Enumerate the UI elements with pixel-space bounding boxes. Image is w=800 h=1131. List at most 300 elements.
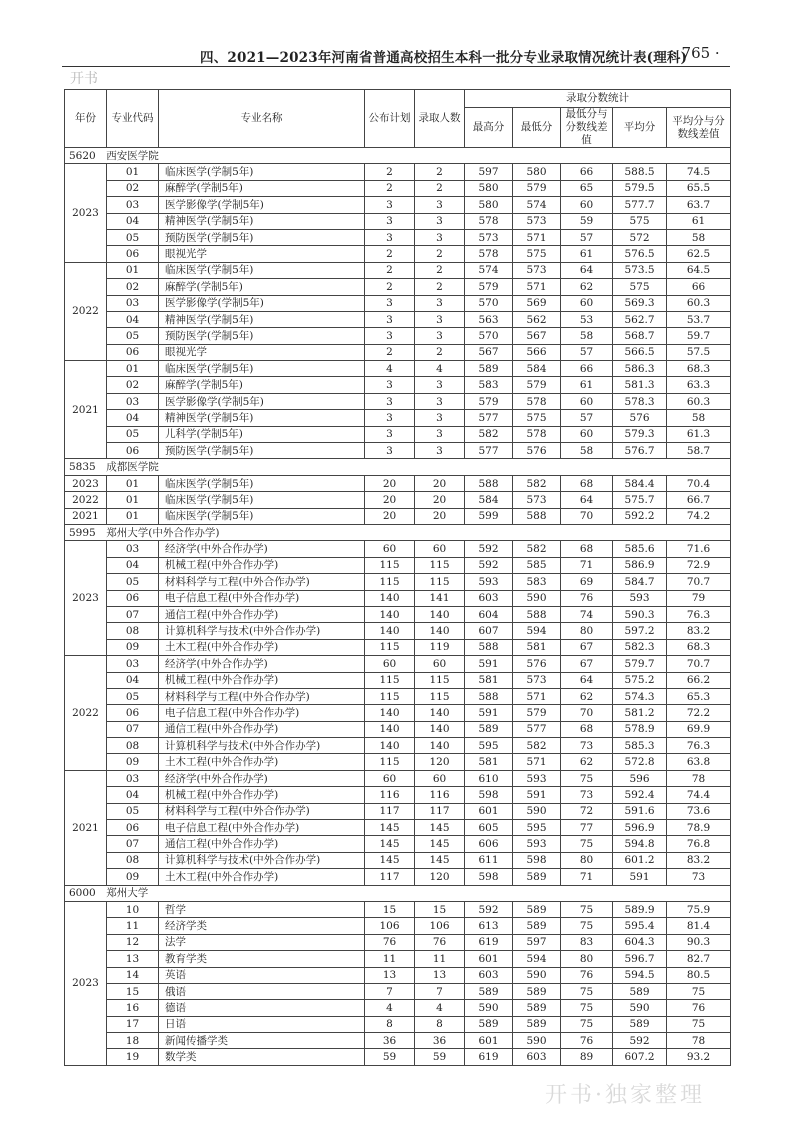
max-cell: 592: [465, 557, 513, 573]
avg-cell: 582.3: [613, 639, 667, 655]
admitted-cell: 115: [415, 672, 465, 688]
name-cell: 麻醉学(学制5年): [159, 279, 365, 295]
avg-cell: 578.3: [613, 393, 667, 409]
max-cell: 584: [465, 492, 513, 508]
min-cell: 571: [513, 279, 561, 295]
min-cell: 571: [513, 229, 561, 245]
table-row: [65, 541, 731, 557]
min-cell: 573: [513, 492, 561, 508]
table-row: [65, 229, 731, 245]
plan-cell: 4: [365, 361, 415, 377]
plan-cell: 140: [365, 721, 415, 737]
admitted-cell: 2: [415, 180, 465, 196]
page-number: · 765 ·: [672, 44, 720, 62]
table-row: [65, 590, 731, 606]
school-row: [65, 524, 731, 540]
watermark-top-left: 开书: [70, 71, 98, 87]
code-cell: 06: [107, 705, 159, 721]
avg-cell: 607.2: [613, 1049, 667, 1065]
avg-diff-cell: 72.9: [667, 557, 731, 573]
table-row: [65, 787, 731, 803]
code-cell: 06: [107, 590, 159, 606]
name-cell: 预防医学(学制5年): [159, 328, 365, 344]
max-cell: 595: [465, 738, 513, 754]
name-cell: 精神医学(学制5年): [159, 213, 365, 229]
max-cell: 593: [465, 574, 513, 590]
avg-diff-cell: 76.3: [667, 738, 731, 754]
plan-cell: 140: [365, 705, 415, 721]
min-cell: 571: [513, 754, 561, 770]
avg-cell: 562.7: [613, 311, 667, 327]
admitted-cell: 2: [415, 164, 465, 180]
table-row: [65, 901, 731, 917]
name-cell: 哲学: [159, 901, 365, 917]
code-cell: 08: [107, 738, 159, 754]
plan-cell: 13: [365, 967, 415, 983]
min-cell: 580: [513, 164, 561, 180]
max-cell: 577: [465, 443, 513, 459]
avg-cell: 601.2: [613, 852, 667, 868]
plan-cell: 15: [365, 901, 415, 917]
avg-diff-cell: 90.3: [667, 934, 731, 950]
avg-diff-cell: 82.7: [667, 951, 731, 967]
name-cell: 眼视光学: [159, 344, 365, 360]
admitted-cell: 15: [415, 901, 465, 917]
name-cell: 临床医学(学制5年): [159, 492, 365, 508]
avg-diff-cell: 74.4: [667, 787, 731, 803]
avg-diff-cell: 93.2: [667, 1049, 731, 1065]
avg-diff-cell: 60.3: [667, 393, 731, 409]
name-cell: 德语: [159, 1000, 365, 1016]
min-diff-cell: 57: [561, 410, 613, 426]
admission-table: [64, 89, 731, 1066]
code-cell: 11: [107, 918, 159, 934]
plan-cell: 20: [365, 508, 415, 524]
table-row: [65, 1000, 731, 1016]
max-cell: 601: [465, 803, 513, 819]
avg-diff-cell: 68.3: [667, 639, 731, 655]
min-cell: 574: [513, 197, 561, 213]
plan-cell: 2: [365, 180, 415, 196]
min-cell: 579: [513, 705, 561, 721]
max-cell: 598: [465, 787, 513, 803]
max-cell: 611: [465, 852, 513, 868]
plan-cell: 36: [365, 1033, 415, 1049]
plan-cell: 59: [365, 1049, 415, 1065]
plan-cell: 115: [365, 639, 415, 655]
admitted-cell: 120: [415, 754, 465, 770]
table-row: [65, 656, 731, 672]
school-row: [65, 885, 731, 901]
table-row: [65, 574, 731, 590]
max-cell: 601: [465, 951, 513, 967]
min-cell: 576: [513, 443, 561, 459]
table-row: [65, 213, 731, 229]
min-cell: 589: [513, 983, 561, 999]
admitted-cell: 145: [415, 820, 465, 836]
max-cell: 597: [465, 164, 513, 180]
avg-diff-cell: 61: [667, 213, 731, 229]
min-diff-cell: 67: [561, 656, 613, 672]
name-cell: 临床医学(学制5年): [159, 361, 365, 377]
avg-cell: 586.3: [613, 361, 667, 377]
min-cell: 573: [513, 213, 561, 229]
min-cell: 594: [513, 951, 561, 967]
code-cell: 01: [107, 492, 159, 508]
admitted-cell: 3: [415, 328, 465, 344]
name-cell: 眼视光学: [159, 246, 365, 262]
min-diff-cell: 80: [561, 951, 613, 967]
admitted-cell: 140: [415, 606, 465, 622]
avg-diff-cell: 65.5: [667, 180, 731, 196]
table-row: [65, 180, 731, 196]
avg-diff-cell: 75.9: [667, 901, 731, 917]
code-cell: 19: [107, 1049, 159, 1065]
table-row: [65, 1033, 731, 1049]
min-diff-cell: 66: [561, 361, 613, 377]
min-cell: 573: [513, 262, 561, 278]
min-cell: 593: [513, 770, 561, 786]
name-cell: 经济学类: [159, 918, 365, 934]
school-label: 5995 郑州大学(中外合作办学): [65, 524, 731, 540]
min-diff-cell: 58: [561, 443, 613, 459]
min-cell: 590: [513, 1033, 561, 1049]
plan-cell: 115: [365, 574, 415, 590]
avg-diff-cell: 74.2: [667, 508, 731, 524]
max-cell: 588: [465, 688, 513, 704]
name-cell: 土木工程(中外合作办学): [159, 869, 365, 885]
code-cell: 09: [107, 869, 159, 885]
max-cell: 606: [465, 836, 513, 852]
code-cell: 02: [107, 279, 159, 295]
name-cell: 材料科学与工程(中外合作办学): [159, 803, 365, 819]
min-cell: 583: [513, 574, 561, 590]
avg-diff-cell: 80.5: [667, 967, 731, 983]
admitted-cell: 116: [415, 787, 465, 803]
avg-cell: 579.3: [613, 426, 667, 442]
admitted-cell: 3: [415, 213, 465, 229]
avg-cell: 585.3: [613, 738, 667, 754]
code-cell: 14: [107, 967, 159, 983]
avg-diff-cell: 53.7: [667, 311, 731, 327]
avg-cell: 579.7: [613, 656, 667, 672]
table-row: [65, 721, 731, 737]
plan-cell: 115: [365, 672, 415, 688]
code-cell: 12: [107, 934, 159, 950]
min-diff-cell: 76: [561, 967, 613, 983]
plan-cell: 2: [365, 279, 415, 295]
name-cell: 机械工程(中外合作办学): [159, 672, 365, 688]
max-cell: 578: [465, 246, 513, 262]
admitted-cell: 117: [415, 803, 465, 819]
min-cell: 575: [513, 246, 561, 262]
school-row: [65, 148, 731, 164]
max-cell: 578: [465, 213, 513, 229]
code-cell: 18: [107, 1033, 159, 1049]
avg-diff-cell: 63.8: [667, 754, 731, 770]
code-cell: 07: [107, 721, 159, 737]
plan-cell: 3: [365, 295, 415, 311]
name-cell: 精神医学(学制5年): [159, 410, 365, 426]
avg-diff-cell: 66.2: [667, 672, 731, 688]
avg-diff-cell: 61.3: [667, 426, 731, 442]
avg-diff-cell: 68.3: [667, 361, 731, 377]
avg-cell: 581.2: [613, 705, 667, 721]
table-row: [65, 639, 731, 655]
avg-diff-cell: 62.5: [667, 246, 731, 262]
min-cell: 571: [513, 688, 561, 704]
avg-cell: 578.9: [613, 721, 667, 737]
avg-diff-cell: 75: [667, 983, 731, 999]
code-cell: 15: [107, 983, 159, 999]
name-cell: 医学影像学(学制5年): [159, 197, 365, 213]
table-row: [65, 377, 731, 393]
name-cell: 通信工程(中外合作办学): [159, 836, 365, 852]
avg-cell: 575: [613, 279, 667, 295]
min-diff-cell: 71: [561, 557, 613, 573]
max-cell: 603: [465, 590, 513, 606]
avg-cell: 576: [613, 410, 667, 426]
avg-diff-cell: 76: [667, 1000, 731, 1016]
min-diff-cell: 59: [561, 213, 613, 229]
table-row: [65, 623, 731, 639]
min-diff-cell: 65: [561, 180, 613, 196]
admitted-cell: 2: [415, 262, 465, 278]
min-cell: 591: [513, 787, 561, 803]
code-cell: 04: [107, 410, 159, 426]
admitted-cell: 140: [415, 623, 465, 639]
admitted-cell: 3: [415, 393, 465, 409]
avg-diff-cell: 59.7: [667, 328, 731, 344]
avg-cell: 596.7: [613, 951, 667, 967]
min-cell: 585: [513, 557, 561, 573]
admitted-cell: 59: [415, 1049, 465, 1065]
min-cell: 581: [513, 639, 561, 655]
avg-cell: 597.2: [613, 623, 667, 639]
table-row: [65, 1049, 731, 1065]
plan-cell: 3: [365, 311, 415, 327]
max-cell: 601: [465, 1033, 513, 1049]
col-stats-group: 录取分数统计: [465, 90, 731, 108]
table-row: [65, 279, 731, 295]
table-row: [65, 820, 731, 836]
name-cell: 医学影像学(学制5年): [159, 393, 365, 409]
table-row: [65, 557, 731, 573]
admitted-cell: 3: [415, 295, 465, 311]
plan-cell: 115: [365, 557, 415, 573]
code-cell: 03: [107, 770, 159, 786]
max-cell: 574: [465, 262, 513, 278]
header-rule: [62, 66, 730, 67]
table-row: [65, 246, 731, 262]
table-row: [65, 164, 731, 180]
name-cell: 机械工程(中外合作办学): [159, 557, 365, 573]
table-row: [65, 836, 731, 852]
avg-diff-cell: 70.7: [667, 656, 731, 672]
avg-cell: 577.7: [613, 197, 667, 213]
avg-cell: 569.3: [613, 295, 667, 311]
admitted-cell: 3: [415, 197, 465, 213]
admitted-cell: 20: [415, 475, 465, 491]
max-cell: 589: [465, 1016, 513, 1032]
avg-cell: 590: [613, 1000, 667, 1016]
max-cell: 604: [465, 606, 513, 622]
admitted-cell: 141: [415, 590, 465, 606]
code-cell: 01: [107, 508, 159, 524]
name-cell: 麻醉学(学制5年): [159, 180, 365, 196]
admitted-cell: 115: [415, 557, 465, 573]
avg-cell: 575.2: [613, 672, 667, 688]
plan-cell: 115: [365, 688, 415, 704]
min-cell: 575: [513, 410, 561, 426]
avg-diff-cell: 63.7: [667, 197, 731, 213]
name-cell: 经济学(中外合作办学): [159, 656, 365, 672]
max-cell: 592: [465, 901, 513, 917]
min-diff-cell: 60: [561, 295, 613, 311]
name-cell: 临床医学(学制5年): [159, 475, 365, 491]
school-label: 6000 郑州大学: [65, 885, 731, 901]
min-cell: 593: [513, 836, 561, 852]
col-name: 专业名称: [159, 90, 365, 148]
admitted-cell: 120: [415, 869, 465, 885]
plan-cell: 2: [365, 344, 415, 360]
name-cell: 土木工程(中外合作办学): [159, 754, 365, 770]
admitted-cell: 115: [415, 574, 465, 590]
min-cell: 597: [513, 934, 561, 950]
admitted-cell: 20: [415, 492, 465, 508]
max-cell: 570: [465, 328, 513, 344]
code-cell: 05: [107, 574, 159, 590]
table-row: [65, 967, 731, 983]
year-cell: 2021: [65, 770, 107, 885]
name-cell: 机械工程(中外合作办学): [159, 787, 365, 803]
admitted-cell: 2: [415, 279, 465, 295]
table-row: [65, 852, 731, 868]
plan-cell: 3: [365, 197, 415, 213]
name-cell: 儿科学(学制5年): [159, 426, 365, 442]
avg-diff-cell: 63.3: [667, 377, 731, 393]
plan-cell: 3: [365, 443, 415, 459]
min-cell: 598: [513, 852, 561, 868]
plan-cell: 60: [365, 541, 415, 557]
name-cell: 俄语: [159, 983, 365, 999]
avg-cell: 575: [613, 213, 667, 229]
table-row: [65, 803, 731, 819]
code-cell: 06: [107, 344, 159, 360]
admitted-cell: 145: [415, 852, 465, 868]
avg-cell: 595.4: [613, 918, 667, 934]
avg-cell: 596.9: [613, 820, 667, 836]
avg-diff-cell: 74.5: [667, 164, 731, 180]
page-title: 四、2021—2023年河南省普通高校招生本科一批分专业录取情况统计表(理科): [200, 50, 688, 66]
min-diff-cell: 58: [561, 328, 613, 344]
min-cell: 562: [513, 311, 561, 327]
min-diff-cell: 66: [561, 164, 613, 180]
table-row: [65, 443, 731, 459]
code-cell: 07: [107, 606, 159, 622]
min-cell: 590: [513, 967, 561, 983]
admitted-cell: 3: [415, 426, 465, 442]
avg-cell: 579.5: [613, 180, 667, 196]
max-cell: 607: [465, 623, 513, 639]
table-body: [65, 148, 731, 1066]
avg-cell: 594.8: [613, 836, 667, 852]
school-label: 5835 成都医学院: [65, 459, 731, 475]
min-diff-cell: 60: [561, 197, 613, 213]
name-cell: 电子信息工程(中外合作办学): [159, 820, 365, 836]
max-cell: 581: [465, 672, 513, 688]
table-row: [65, 295, 731, 311]
col-avg: 平均分: [613, 108, 667, 148]
code-cell: 04: [107, 557, 159, 573]
plan-cell: 2: [365, 246, 415, 262]
code-cell: 03: [107, 656, 159, 672]
code-cell: 09: [107, 754, 159, 770]
max-cell: 598: [465, 869, 513, 885]
code-cell: 05: [107, 688, 159, 704]
avg-cell: 584.7: [613, 574, 667, 590]
avg-diff-cell: 70.4: [667, 475, 731, 491]
table-header: [65, 90, 731, 148]
min-diff-cell: 72: [561, 803, 613, 819]
code-cell: 06: [107, 246, 159, 262]
max-cell: 589: [465, 361, 513, 377]
table-row: [65, 606, 731, 622]
name-cell: 经济学(中外合作办学): [159, 770, 365, 786]
year-cell: 2023: [65, 901, 107, 1065]
min-cell: 576: [513, 656, 561, 672]
col-code: 专业代码: [107, 90, 159, 148]
code-cell: 02: [107, 377, 159, 393]
name-cell: 法学: [159, 934, 365, 950]
name-cell: 预防医学(学制5年): [159, 229, 365, 245]
max-cell: 580: [465, 180, 513, 196]
max-cell: 589: [465, 983, 513, 999]
min-cell: 569: [513, 295, 561, 311]
plan-cell: 117: [365, 869, 415, 885]
table-row: [65, 672, 731, 688]
avg-diff-cell: 83.2: [667, 623, 731, 639]
avg-cell: 572: [613, 229, 667, 245]
max-cell: 588: [465, 639, 513, 655]
avg-diff-cell: 58: [667, 410, 731, 426]
table-row: [65, 754, 731, 770]
admitted-cell: 13: [415, 967, 465, 983]
code-cell: 03: [107, 295, 159, 311]
code-cell: 01: [107, 262, 159, 278]
avg-diff-cell: 57.5: [667, 344, 731, 360]
avg-cell: 585.6: [613, 541, 667, 557]
min-diff-cell: 76: [561, 1033, 613, 1049]
avg-diff-cell: 79: [667, 590, 731, 606]
plan-cell: 3: [365, 410, 415, 426]
table-row: [65, 705, 731, 721]
avg-cell: 593: [613, 590, 667, 606]
name-cell: 电子信息工程(中外合作办学): [159, 590, 365, 606]
name-cell: 临床医学(学制5年): [159, 262, 365, 278]
year-cell: 2022: [65, 656, 107, 771]
avg-cell: 604.3: [613, 934, 667, 950]
admitted-cell: 140: [415, 721, 465, 737]
avg-cell: 592: [613, 1033, 667, 1049]
min-diff-cell: 75: [561, 901, 613, 917]
admitted-cell: 7: [415, 983, 465, 999]
admitted-cell: 3: [415, 377, 465, 393]
table-row: [65, 328, 731, 344]
min-diff-cell: 73: [561, 787, 613, 803]
avg-cell: 591.6: [613, 803, 667, 819]
min-diff-cell: 74: [561, 606, 613, 622]
